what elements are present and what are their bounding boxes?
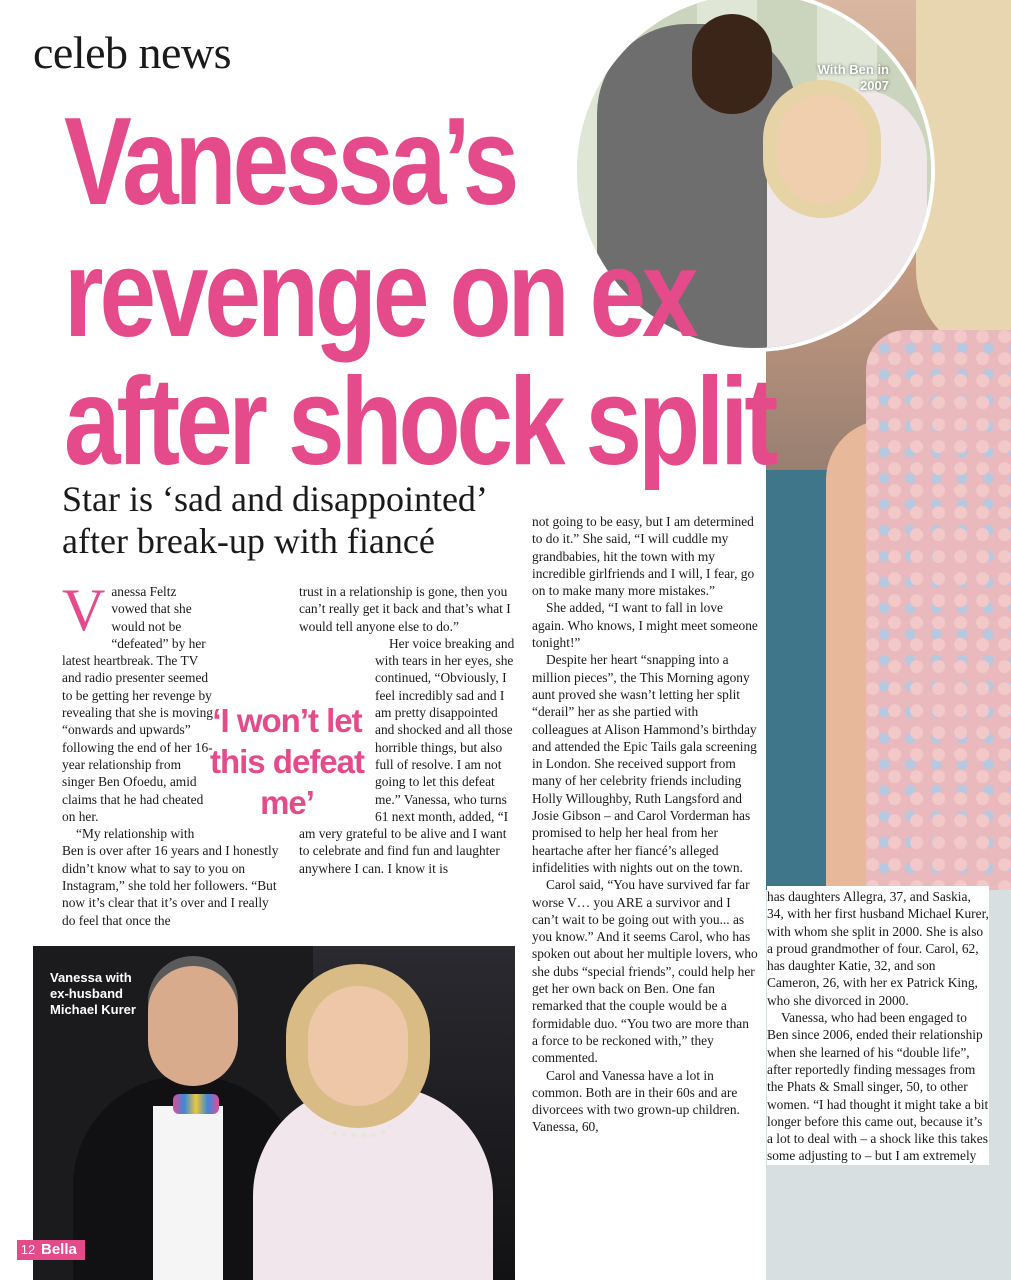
standfirst: Star is ‘sad and disappointed’ after break-up with fiancé (62, 479, 486, 561)
article-paragraph: has daughters Allegra, 37, and Saskia, 34, with her first husband Michael Kurer, with whom she split in 2000. She is also a proud grandmother of four. Carol, 62, has daughter Katie, 32, and son Cameron, 26, with her ex Patrick King, who she divorced in 2000. (767, 889, 989, 1008)
article-paragraph: anessa Feltz vowed that she would not be “defeated” by her latest heartbreak. The TV and radio presenter seemed to be getting her revenge by revealing that she is moving “onwards and upwards” following the end of her 16-year relationship from singer Ben Ofoedu, amid claims that he had cheated on her. (62, 584, 213, 824)
article-paragraph: Her voice breaking and with tears in her eyes, she continued, “Obviously, I feel incredibly sad and I am pretty disappointed and shocked and all those horrible things, but also full of resolve. I am not going to let this defeat me.” Vanessa, who turns 61 next month, added, “I am very grateful to be alive and I want to celebrate and find fun and laughter anywhere I can. I know it is (299, 635, 515, 876)
magazine-brand-logo: Bella (39, 1240, 85, 1260)
article-paragraph: She added, “I want to fall in love again. Who knows, I might meet someone tonight!” (532, 600, 758, 651)
article-column-3 (532, 513, 758, 1136)
section-label: celeb news (33, 27, 232, 78)
article-paragraph: Carol said, “You have survived far far worse V… you ARE a survivor and I can’t wait to be going out with you... as you know.” And it seems Carol, who has spoken out about her multiple lovers, who she dubs “special friends”, could help her get her own back on Ben. One fan remarked that the couple would be a formidable duo. “You two are more than a force to be reckoned with,” they commented. (532, 877, 758, 1066)
article-paragraph: Carol and Vanessa have a lot in common. Both are in their 60s and are divorcees with two grown-up children. Vanessa, 60, (532, 1067, 740, 1135)
article-paragraph: not going to be easy, but I am determined to do it.” She said, “I will cuddle my grandbabies, hit the town with my incredible girlfriends and I will, I fear, go on to make many more mistakes.” (532, 514, 755, 599)
headline-line-3: after shock split (64, 353, 775, 491)
headline-line-2: revenge on ex (64, 225, 695, 363)
bottom-photo-caption: Vanessa with ex-husband Michael Kurer (50, 970, 136, 1017)
circle-photo-caption: With Ben in 2007 (817, 62, 889, 93)
article-column-4 (767, 886, 989, 1165)
page-number: 12 (17, 1240, 39, 1260)
drop-cap: V (62, 577, 106, 643)
headline-line-1: Vanessa’s (64, 93, 516, 231)
pull-quote: ‘I won’t let this defeat me’ (209, 702, 365, 821)
article-paragraph: Despite her heart “snapping into a million pieces”, the This Morning agony aunt proved she wasn’t letting her split “derail” her as she partied with colleagues at Alison Hammond’s birthday and attended the Epic Tails gala screening in London. She received support from many of her celebrity friends including Holly Willoughby, Ruth Langsford and Josie Gibson – and Carol Vorderman has promised to help her heal from her heartache after her fiancé’s alleged infidelities with nights out on the town. (532, 652, 757, 875)
article-paragraph: trust in a relationship is gone, then you can’t really get it back and that’s what I would tell anyone else to do.” (299, 584, 511, 634)
article-paragraph: “My relationship with Ben is over after 16 years and I honestly didn’t know what to say to you on Instagram,” she told her followers. “But now it’s clear that it’s over and I really do feel that once the (62, 826, 279, 928)
article-paragraph: Vanessa, who had been engaged to Ben since 2006, ended their relationship when she learned of his “double life”, after reportedly finding messages from the Phats & Small singer, 50, to other women. “I had thought it might take a bit longer before this came out, because it’s a lot to deal with – a shock like this takes some adjusting to – but I am extremely (767, 1010, 989, 1164)
